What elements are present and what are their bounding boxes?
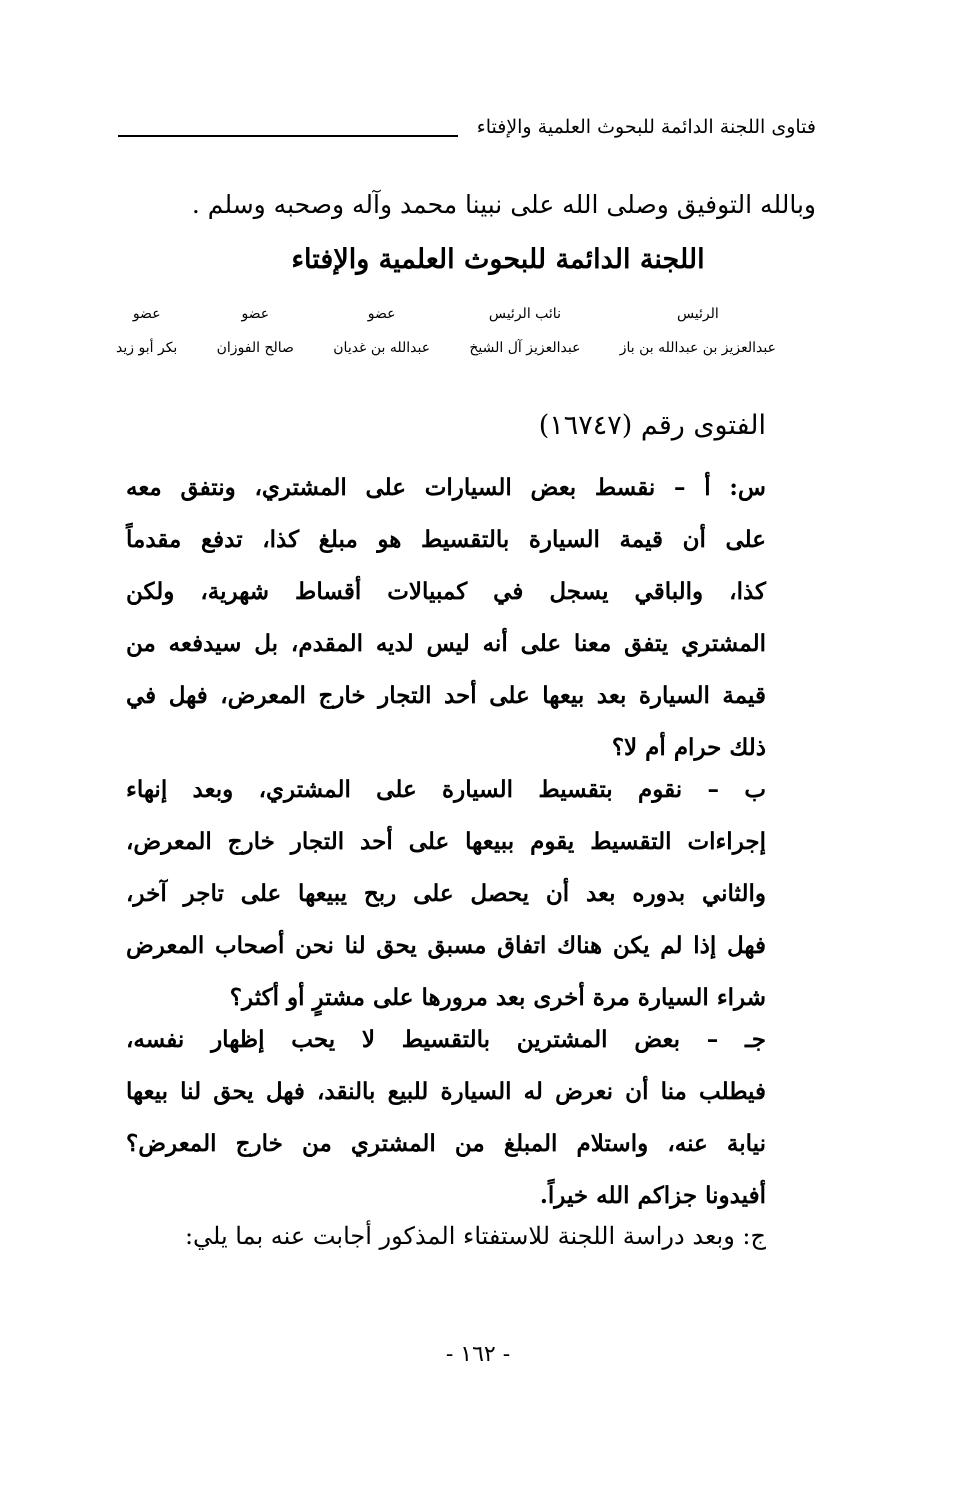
- page-number: - ١٦٢ -: [445, 1342, 511, 1367]
- signatory-member: [333, 306, 430, 356]
- signatory-president: [620, 306, 776, 356]
- signatory-role: الرئيس: [676, 306, 719, 322]
- text-line: والثاني بدوره بعد أن يحصل على ربح يبيعها على تاجر آخر،: [126, 880, 766, 907]
- signatory-name: عبدالعزيز آل الشيخ: [469, 340, 581, 356]
- text-line: المشتري يتفق معنا على أنه ليس لديه المقدم، بل سيدفعه من: [126, 630, 766, 657]
- text-line: ذلك حرام أم لا؟: [611, 734, 766, 761]
- signatory-role: عضو: [241, 306, 270, 322]
- text-line: شراء السيارة مرة أخرى بعد مرورها على مشترٍ أو أكثر؟: [229, 984, 766, 1011]
- text-line: س: أ – نقسط بعض السيارات على المشتري، ونتفق معه: [126, 474, 766, 501]
- text-line: أفيدونا جزاكم الله خيراً.: [539, 1182, 766, 1209]
- fatwa-number: الفتوى رقم (١٦٧٤٧): [538, 410, 766, 441]
- closing-prayer: وبالله التوفيق وصلى الله على نبينا محمد وآله وصحبه وسلم .: [191, 190, 816, 219]
- text-line: قيمة السيارة بعد بيعها على أحد التجار خارج المعرض، فهل في: [126, 682, 766, 709]
- signatory-role: نائب الرئيس: [488, 306, 561, 322]
- text-line: على أن قيمة السيارة بالتقسيط هو مبلغ كذا، تدفع مقدماً: [126, 526, 766, 553]
- question-a: [126, 462, 766, 774]
- signatory-member: [217, 306, 294, 356]
- text-line: فهل إذا لم يكن هناك اتفاق مسبق يحق لنا نحن أصحاب المعرض: [126, 932, 766, 959]
- question-b: [126, 764, 766, 1024]
- header-rule: [118, 135, 458, 137]
- signatories-grid: [116, 306, 776, 356]
- signatory-name: عبدالعزيز بن عبدالله بن باز: [619, 340, 776, 356]
- committee-title: اللجنة الدائمة للبحوث العلمية والإفتاء: [291, 244, 705, 275]
- signatory-name: بكر أبو زيد: [116, 340, 178, 356]
- text-line: كذا، والباقي يسجل في كمبيالات أقساط شهرية، ولكن: [126, 578, 766, 605]
- signatory-member: [116, 306, 177, 356]
- running-header-title: فتاوى اللجنة الدائمة للبحوث العلمية والإفتاء: [476, 116, 816, 138]
- signatory-role: عضو: [132, 306, 161, 322]
- text-line: إجراءات التقسيط يقوم ببيعها على أحد التجار خارج المعرض،: [126, 828, 766, 855]
- signatory-name: صالح الفوزان: [216, 340, 294, 356]
- text-line: ب – نقوم بتقسيط السيارة على المشتري، وبعد إنهاء: [126, 776, 766, 803]
- signatory-vice-president: [469, 306, 580, 356]
- text-line: جـ – بعض المشترين بالتقسيط لا يحب إظهار نفسه،: [126, 1026, 766, 1053]
- text-line: فيطلب منا أن نعرض له السيارة للبيع بالنقد، فهل يحق لنا بيعها: [126, 1078, 766, 1105]
- answer-intro: ج: وبعد دراسة اللجنة للاستفتاء المذكور أجابت عنه بما يلي:: [184, 1222, 766, 1250]
- signatory-role: عضو: [367, 306, 396, 322]
- text-line: نيابة عنه، واستلام المبلغ من المشتري من خارج المعرض؟: [126, 1130, 766, 1157]
- question-c: [126, 1014, 766, 1222]
- signatory-name: عبدالله بن غديان: [333, 340, 431, 356]
